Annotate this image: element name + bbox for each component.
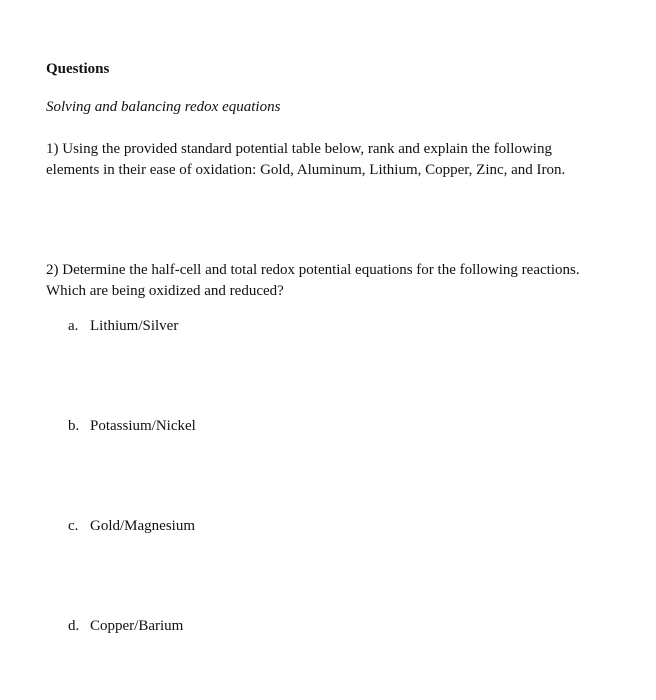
list-marker-a: a. [68, 318, 79, 334]
list-text-b: Potassium/Nickel [90, 418, 196, 434]
list-item-a [68, 318, 178, 335]
list-item-c [68, 518, 195, 535]
list-item-d [68, 618, 183, 635]
section-title: Solving and balancing redox equations [46, 99, 281, 115]
list-text-c: Gold/Magnesium [90, 518, 195, 534]
list-marker-d: d. [68, 618, 80, 634]
list-marker-c: c. [68, 518, 79, 534]
list-text-d: Copper/Barium [90, 618, 184, 634]
questions-heading: Questions [46, 61, 110, 77]
question-2-line-2: Which are being oxidized and reduced? [46, 283, 284, 299]
list-item-b [68, 418, 196, 435]
question-1-line-2: elements in their ease of oxidation: Gold, Aluminum, Lithium, Copper, Zinc, and Iron. [46, 162, 566, 178]
question-1 [46, 139, 626, 181]
list-marker-b: b. [68, 418, 80, 434]
question-2 [46, 260, 626, 302]
question-1-line-1: 1) Using the provided standard potential table below, rank and explain the following [46, 141, 552, 157]
question-2-line-1: 2) Determine the half-cell and total redox potential equations for the following reactions. [46, 262, 580, 278]
list-text-a: Lithium/Silver [90, 318, 179, 334]
